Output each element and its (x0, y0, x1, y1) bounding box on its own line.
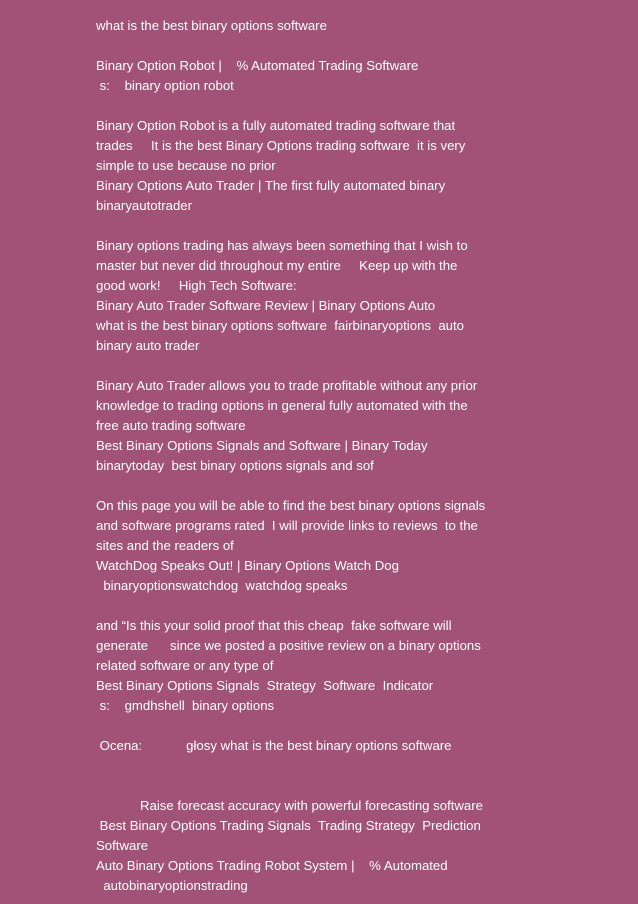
text-line: free auto trading software (96, 418, 246, 433)
text-line: s: gmdhshell binary options (96, 698, 275, 713)
text-line: Binary Auto Trader allows you to trade profitable without any prior (96, 378, 478, 393)
text-line: generate since we posted a positive review on a binary options (96, 638, 481, 653)
text-line: Best Binary Options Signals and Software | Binary Today (96, 438, 428, 453)
text-line: what is the best binary options software (96, 18, 327, 33)
text-line: Auto Binary Options Trading Robot System | % Automated (96, 858, 448, 873)
text-line: On this page you will be able to find the best binary options signals (96, 498, 486, 513)
text-line: WatchDog Speaks Out! | Binary Options Watch Dog (96, 558, 399, 573)
text-line: binaryautotrader (96, 198, 193, 213)
text-line: related software or any type of (96, 658, 274, 673)
text-line: binary auto trader (96, 338, 200, 353)
text-line: Best Binary Options Signals Strategy Software Indicator (96, 678, 434, 693)
text-line: Ocena: głosy what is the best binary options software (96, 738, 452, 753)
text-line: Binary Option Robot is a fully automated trading software that (96, 118, 456, 133)
text-line: what is the best binary options software fairbinaryoptions auto (96, 318, 464, 333)
text-line: and “Is this your solid proof that this cheap fake software will (96, 618, 452, 633)
text-line: Binary Option Robot | % Automated Trading Software (96, 58, 419, 73)
text-line: sites and the readers of (96, 538, 234, 553)
text-line: knowledge to trading options in general fully automated with the (96, 398, 468, 413)
text-line: Binary options trading has always been something that I wish to (96, 238, 468, 253)
text-line: Best Binary Options Trading Signals Trading Strategy Prediction (96, 818, 481, 833)
text-line: autobinaryoptionstrading (96, 878, 248, 893)
text-line: binaryoptionswatchdog watchdog speaks (96, 578, 348, 593)
text-line: Binary Options Auto Trader | The first fully automated binary (96, 178, 446, 193)
text-line: Raise forecast accuracy with powerful forecasting software (96, 798, 483, 813)
text-line: simple to use because no prior (96, 158, 276, 173)
text-line: binarytoday best binary options signals and sof (96, 458, 374, 473)
text-line: Software (96, 838, 149, 853)
text-line: good work! High Tech Software: (96, 278, 297, 293)
text-line: and software programs rated I will provide links to reviews to the (96, 518, 478, 533)
text-line: master but never did throughout my entire Keep up with the (96, 258, 458, 273)
text-line: Binary Auto Trader Software Review | Binary Options Auto (96, 298, 436, 313)
text-line: trades It is the best Binary Options trading software it is very (96, 138, 466, 153)
text-line: s: binary option robot (96, 78, 234, 93)
